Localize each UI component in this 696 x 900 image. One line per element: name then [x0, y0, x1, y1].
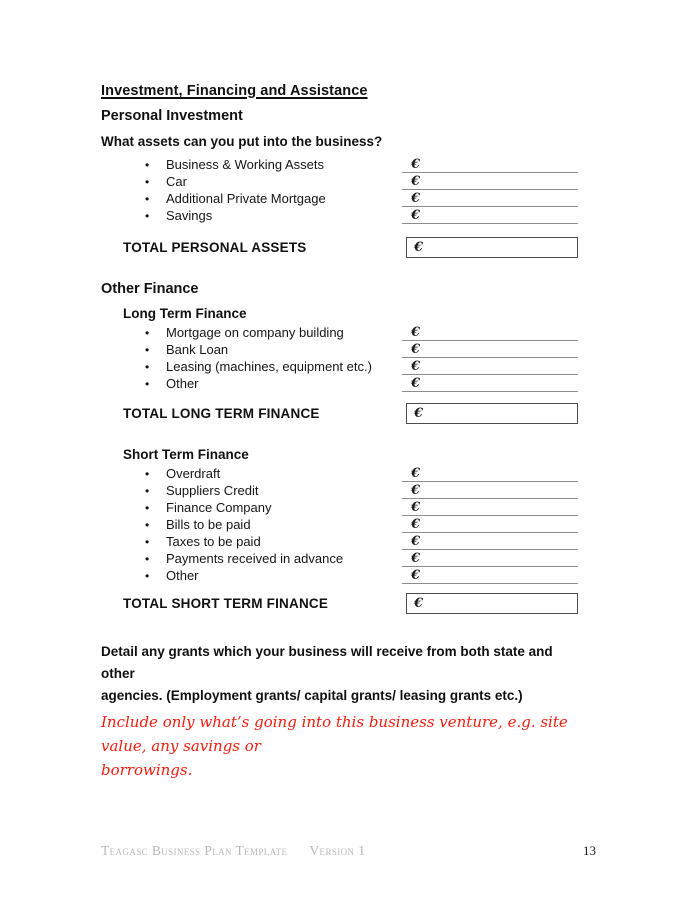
- euro-symbol: €: [414, 240, 424, 255]
- item-label: Suppliers Credit: [166, 483, 259, 498]
- bullet-icon: •: [145, 175, 150, 189]
- item-label: Savings: [166, 208, 213, 223]
- bullet-icon: •: [145, 158, 150, 172]
- total-short-term-finance-label: TOTAL SHORT TERM FINANCE: [123, 596, 329, 611]
- grants-note: [101, 710, 578, 782]
- euro-symbol: €: [411, 376, 421, 391]
- euro-symbol: €: [414, 406, 424, 421]
- page-number: 13: [583, 843, 596, 858]
- total-long-term-finance-label: TOTAL LONG TERM FINANCE: [123, 406, 320, 421]
- finance-row: [101, 358, 578, 375]
- bullet-icon: •: [145, 209, 150, 223]
- page-title: Investment, Financing and Assistance: [101, 83, 368, 99]
- bullet-icon: •: [145, 518, 150, 532]
- euro-symbol: €: [411, 500, 421, 515]
- euro-symbol: €: [411, 483, 421, 498]
- item-label: Business & Working Assets: [166, 157, 324, 172]
- bullet-icon: •: [145, 326, 150, 340]
- asset-row: [101, 156, 578, 173]
- amount-line-field[interactable]: [402, 206, 578, 224]
- asset-row: [101, 173, 578, 190]
- total-short-term-finance-row: [123, 593, 578, 614]
- grants-note-line: borrowings.: [101, 761, 193, 779]
- finance-row: [101, 567, 578, 584]
- bullet-icon: •: [145, 192, 150, 206]
- assets-question: What assets can you put into the business?: [101, 134, 383, 149]
- item-label: Bills to be paid: [166, 517, 251, 532]
- euro-symbol: €: [411, 466, 421, 481]
- amount-line-field[interactable]: [402, 481, 578, 499]
- euro-symbol: €: [411, 342, 421, 357]
- euro-symbol: €: [411, 568, 421, 583]
- item-label: Payments received in advance: [166, 551, 344, 566]
- finance-row: [101, 550, 578, 567]
- amount-line-field[interactable]: [402, 189, 578, 207]
- total-personal-assets-box[interactable]: [406, 237, 578, 258]
- long-term-finance-heading: Long Term Finance: [123, 306, 247, 321]
- page-footer: [101, 843, 596, 859]
- grants-prompt: [101, 641, 578, 707]
- personal-assets-list: [101, 156, 578, 224]
- item-label: Car: [166, 174, 187, 189]
- personal-investment-heading: Personal Investment: [101, 108, 243, 124]
- amount-line-field[interactable]: [402, 549, 578, 567]
- item-label: Finance Company: [166, 500, 272, 515]
- long-term-finance-list: [101, 324, 578, 392]
- amount-line-field[interactable]: [402, 374, 578, 392]
- item-label: Leasing (machines, equipment etc.): [166, 359, 372, 374]
- amount-line-field[interactable]: [402, 323, 578, 341]
- euro-symbol: €: [411, 208, 421, 223]
- other-finance-heading: Other Finance: [101, 281, 199, 297]
- amount-line-field[interactable]: [402, 340, 578, 358]
- item-label: Bank Loan: [166, 342, 229, 357]
- finance-row: [101, 516, 578, 533]
- item-label: Other: [166, 568, 199, 583]
- item-label: Other: [166, 376, 199, 391]
- short-term-finance-list: [101, 465, 578, 584]
- amount-line-field[interactable]: [402, 532, 578, 550]
- amount-line-field[interactable]: [402, 357, 578, 375]
- finance-row: [101, 482, 578, 499]
- euro-symbol: €: [411, 191, 421, 206]
- amount-line-field[interactable]: [402, 498, 578, 516]
- bullet-icon: •: [145, 569, 150, 583]
- finance-row: [101, 499, 578, 516]
- bullet-icon: •: [145, 467, 150, 481]
- total-short-term-finance-box[interactable]: [406, 593, 578, 614]
- item-label: Mortgage on company building: [166, 325, 344, 340]
- amount-line-field[interactable]: [402, 566, 578, 584]
- bullet-icon: •: [145, 343, 150, 357]
- footer-version: Version 1: [309, 843, 366, 858]
- euro-symbol: €: [411, 517, 421, 532]
- finance-row: [101, 533, 578, 550]
- bullet-icon: •: [145, 501, 150, 515]
- finance-row: [101, 324, 578, 341]
- asset-row: [101, 190, 578, 207]
- total-long-term-finance-box[interactable]: [406, 403, 578, 424]
- grants-prompt-line: Detail any grants which your business will receive from both state and other: [101, 644, 553, 681]
- bullet-icon: •: [145, 484, 150, 498]
- total-personal-assets-row: [123, 237, 578, 258]
- amount-line-field[interactable]: [402, 155, 578, 173]
- total-long-term-finance-row: [123, 403, 578, 424]
- bullet-icon: •: [145, 535, 150, 549]
- amount-line-field[interactable]: [402, 464, 578, 482]
- finance-row: [101, 465, 578, 482]
- grants-note-line: Include only what’s going into this business venture, e.g. site value, any savings or: [101, 713, 568, 755]
- item-label: Overdraft: [166, 466, 221, 481]
- bullet-icon: •: [145, 360, 150, 374]
- euro-symbol: €: [411, 325, 421, 340]
- item-label: Additional Private Mortgage: [166, 191, 326, 206]
- euro-symbol: €: [414, 596, 424, 611]
- total-personal-assets-label: TOTAL PERSONAL ASSETS: [123, 240, 307, 255]
- finance-row: [101, 341, 578, 358]
- euro-symbol: €: [411, 551, 421, 566]
- amount-line-field[interactable]: [402, 172, 578, 190]
- bullet-icon: •: [145, 377, 150, 391]
- euro-symbol: €: [411, 534, 421, 549]
- bullet-icon: •: [145, 552, 150, 566]
- euro-symbol: €: [411, 157, 421, 172]
- asset-row: [101, 207, 578, 224]
- grants-prompt-line: agencies. (Employment grants/ capital grants/ leasing grants etc.): [101, 688, 523, 703]
- page-content: [101, 83, 578, 782]
- short-term-finance-heading: Short Term Finance: [123, 447, 249, 462]
- finance-row: [101, 375, 578, 392]
- footer-template-name: Teagasc Business Plan Template: [101, 843, 288, 858]
- amount-line-field[interactable]: [402, 515, 578, 533]
- euro-symbol: €: [411, 359, 421, 374]
- item-label: Taxes to be paid: [166, 534, 261, 549]
- euro-symbol: €: [411, 174, 421, 189]
